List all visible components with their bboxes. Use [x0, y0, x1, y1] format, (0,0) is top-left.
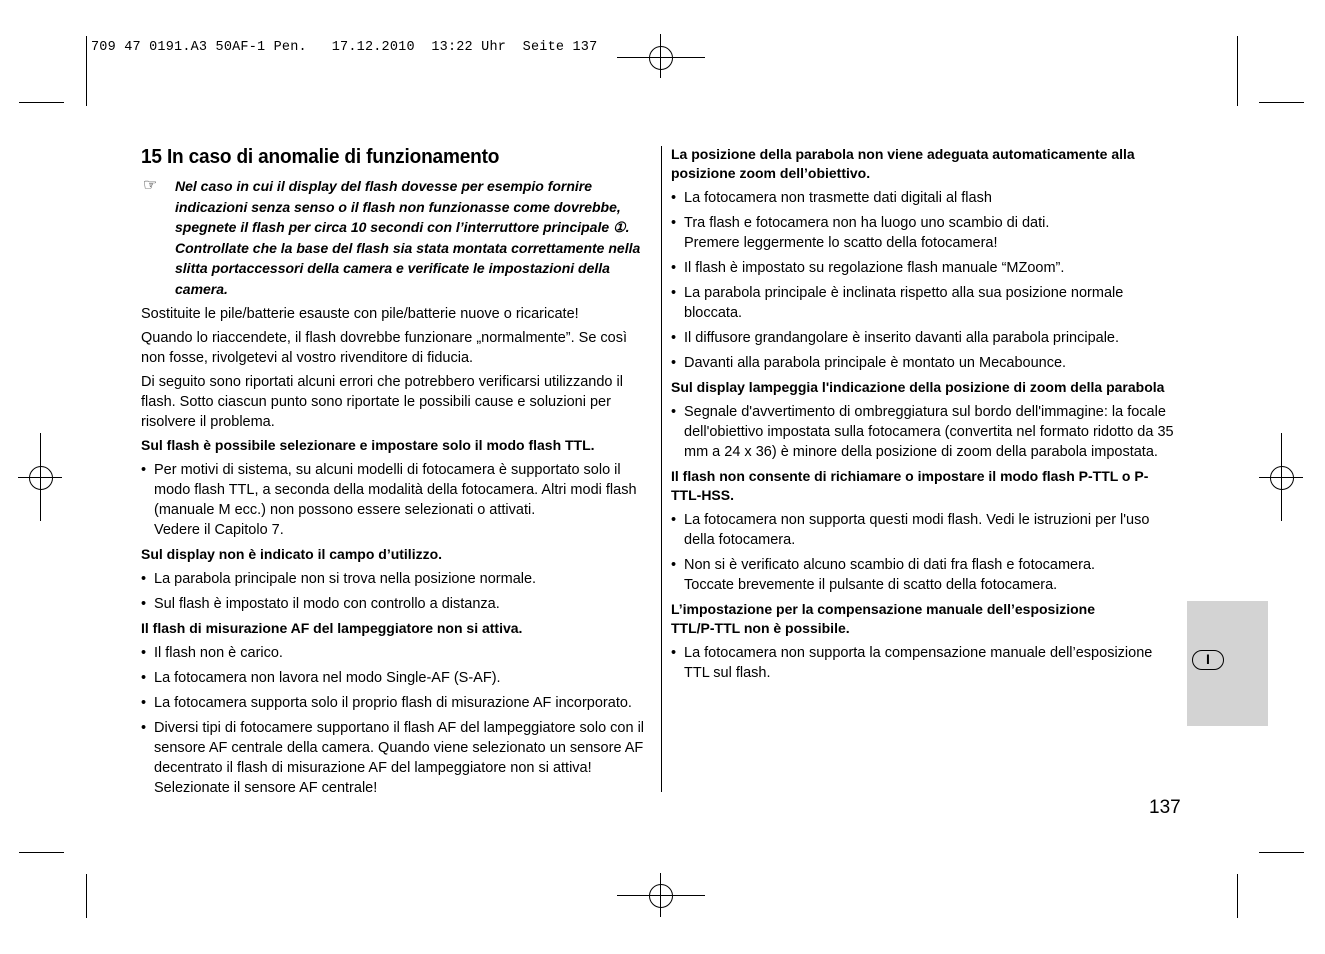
- paragraph: Di seguito sono riportati alcuni errori che potrebbero verificarsi utilizzando il flash. Sotto ciascun punto sono riportate le possibili cause e soluzioni per risolvere il problema.: [141, 374, 623, 430]
- list-item: • Non si è verificato alcuno scambio di dati fra flash e fotocamera. Toccate brevemente il pulsante di scatto della fotocamera.: [671, 555, 1177, 595]
- subsection-title: La posizione della parabola non viene adeguata automaticamente alla posizione zoom dell’obiettivo.: [671, 146, 1135, 181]
- crop-mark: [19, 102, 64, 103]
- list-item: • La fotocamera non supporta questi modi flash. Vedi le istruzioni per l'uso della fotocamera.: [671, 510, 1177, 550]
- bullet-list: [671, 510, 1177, 595]
- bullet-list: [671, 188, 1177, 373]
- bullet-list: [141, 569, 655, 614]
- list-item: • La fotocamera non supporta la compensazione manuale dell’esposizione TTL sul flash.: [671, 643, 1177, 683]
- paragraph: Sostituite le pile/batterie esauste con pile/batterie nuove o ricaricate!: [141, 306, 579, 322]
- subsection-title: L’impostazione per la compensazione manuale dell’esposizione TTL/P-TTL non è possibile.: [671, 601, 1095, 636]
- subsection-title: Sul flash è possibile selezionare e impostare solo il modo flash TTL.: [141, 437, 595, 453]
- page-number: 137: [1149, 797, 1181, 818]
- list-item: • La fotocamera supporta solo il proprio flash di misurazione AF incorporato.: [141, 693, 655, 713]
- list-item: • Il flash non è carico.: [141, 643, 655, 663]
- bullet-list: [671, 643, 1177, 683]
- note-block: [141, 176, 655, 299]
- crop-mark: [86, 874, 87, 918]
- list-item: • Il flash è impostato su regolazione flash manuale “MZoom”.: [671, 258, 1177, 278]
- pointing-hand-icon: ☞: [143, 177, 158, 194]
- section-heading: 15 In caso di anomalie di funzionamento: [141, 145, 500, 168]
- crop-mark: [1259, 102, 1304, 103]
- list-item: • La parabola principale è inclinata rispetto alla sua posizione normale bloccata.: [671, 283, 1177, 323]
- crop-mark: [1237, 874, 1238, 918]
- list-item: • Diversi tipi di fotocamere supportano il flash AF del lampeggiatore solo con il sensore AF centrale della camera. Quando viene selezionato un sensore AF decentrato il flash di misurazione AF del lampeggiatore non si attiva! Selezionate il sensore AF centrale!: [141, 718, 655, 798]
- column-divider: [661, 146, 662, 792]
- subsection-title: Sul display non è indicato il campo d’utilizzo.: [141, 546, 443, 562]
- subsection-title: Il flash non consente di richiamare o impostare il modo flash P-TTL o P-TTL-HSS.: [671, 468, 1149, 503]
- paragraph: Quando lo riaccendete, il flash dovrebbe funzionare „normalmente”. Se così non fosse, rivolgetevi al vostro rivenditore di fiducia.: [141, 330, 628, 366]
- language-badge: I: [1192, 650, 1224, 670]
- subsection-title: Sul display lampeggia l'indicazione della posizione di zoom della parabola: [671, 379, 1165, 395]
- note-text: Nel caso in cui il display del flash dovesse per esempio fornire indicazioni senza senso o il flash non funzionasse come dovrebbe, spegnete il flash per circa 10 secondi con l’interruttore principale ①. Controllate che la base del flash sia stata montata correttamente nella slitta portaccessori della camera e verificate le impostazioni della camera.: [175, 178, 641, 297]
- print-slug: 709 47 0191.A3 50AF-1 Pen. 17.12.2010 13:22 Uhr Seite 137: [91, 40, 598, 55]
- list-item: • Davanti alla parabola principale è montato un Mecabounce.: [671, 353, 1177, 373]
- crop-mark: [1237, 36, 1238, 106]
- bullet-list: [141, 460, 655, 540]
- list-item: • Tra flash e fotocamera non ha luogo uno scambio di dati. Premere leggermente lo scatto della fotocamera!: [671, 213, 1177, 253]
- list-item: • Il diffusore grandangolare è inserito davanti alla parabola principale.: [671, 328, 1177, 348]
- list-item: • La parabola principale non si trova nella posizione normale.: [141, 569, 655, 589]
- list-item: • La fotocamera non lavora nel modo Single-AF (S-AF).: [141, 668, 655, 688]
- list-item: • Segnale d'avvertimento di ombreggiatura sul bordo dell'immagine: la focale dell'obiettivo impostata sulla fotocamera (convertita nel formato ridotto da 35 mm a 24 x 36) è minore della posizione di zoom della parabola impostata.: [671, 402, 1177, 462]
- list-item: • La fotocamera non trasmette dati digitali al flash: [671, 188, 1177, 208]
- right-column: [671, 145, 1177, 688]
- bullet-list: [671, 402, 1177, 462]
- list-item: • Sul flash è impostato il modo con controllo a distanza.: [141, 594, 655, 614]
- crop-mark: [19, 852, 64, 853]
- crop-mark: [86, 36, 87, 106]
- list-item: • Per motivi di sistema, su alcuni modelli di fotocamera è supportato solo il modo flash TTL, a seconda della modalità della fotocamera. Altri modi flash (manuale M ecc.) non possono essere selezionati o attivati. Vedere il Capitolo 7.: [141, 460, 655, 540]
- bullet-list: [141, 643, 655, 798]
- crop-mark: [1259, 852, 1304, 853]
- left-column: [141, 143, 655, 803]
- subsection-title: Il flash di misurazione AF del lampeggiatore non si attiva.: [141, 620, 523, 636]
